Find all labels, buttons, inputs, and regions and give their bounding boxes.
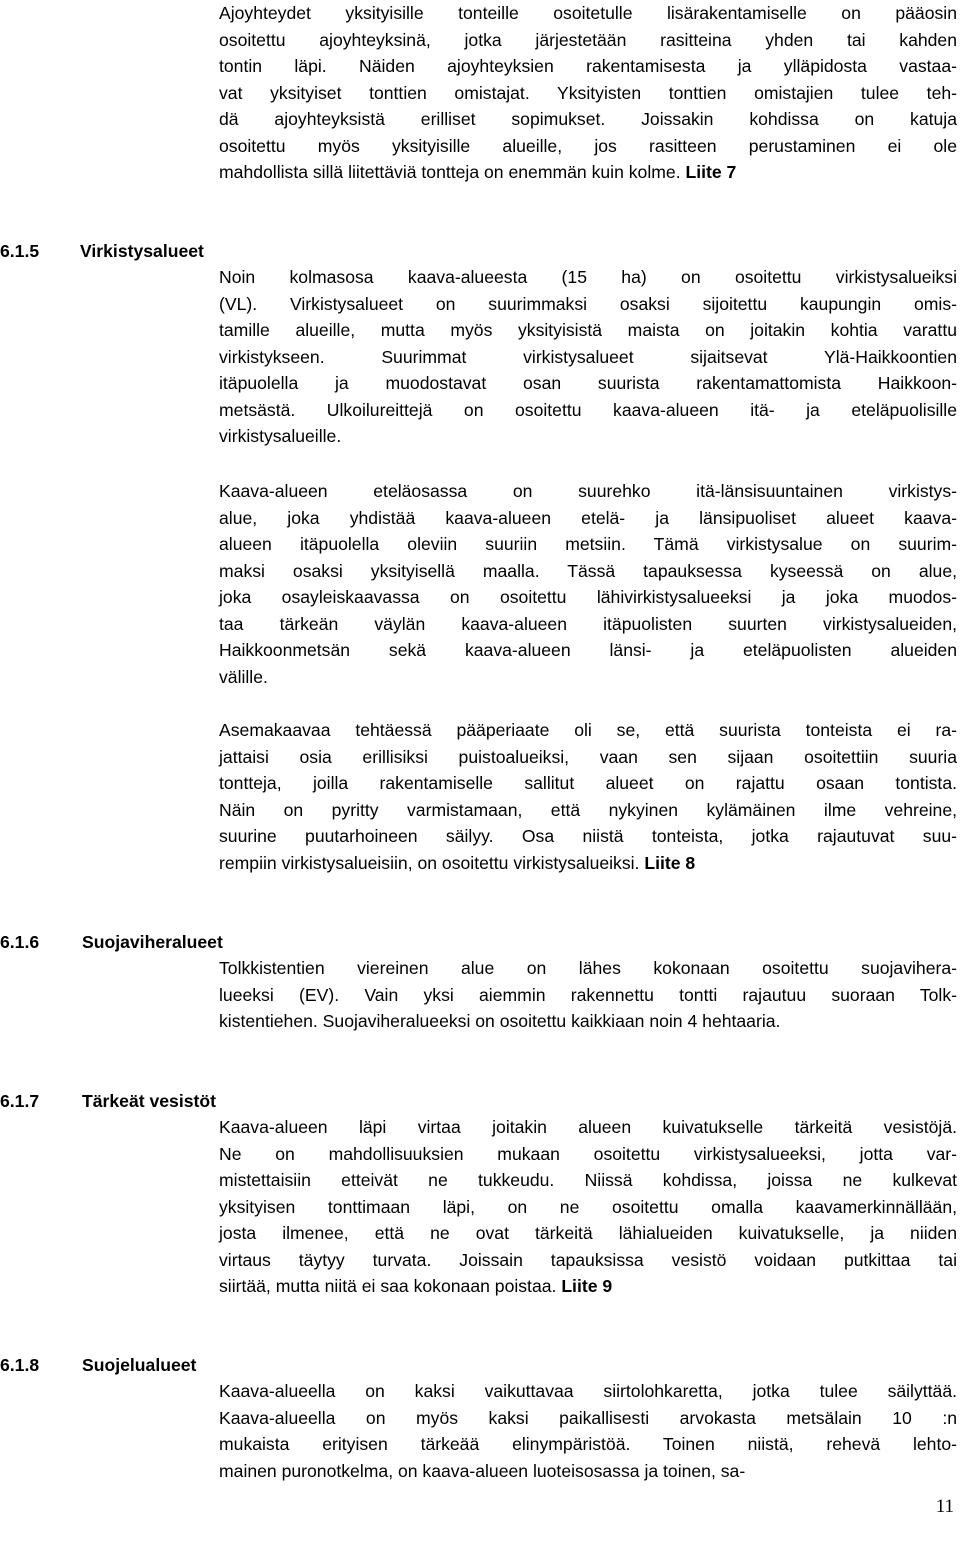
line-text: mahdollista sillä liitettäviä tontteja on enemmän kuin kolme. — [219, 162, 681, 182]
paragraph-line — [219, 611, 957, 638]
appendix-reference: Liite 7 — [685, 162, 737, 182]
line-text: Kaava-alueen läpi virtaa joitakin alueen kuivatukselle tärkeitä vesistöjä. — [219, 1117, 957, 1137]
line-text: Ne on mahdollisuuksien mukaan osoitettu virkistysalueeksi, jotta var- — [219, 1143, 957, 1164]
line-text: alueen itäpuolella oleviin suuriin metsiin. Tämä virkistysalue on suurim- — [219, 534, 957, 554]
paragraph-line — [219, 1008, 957, 1035]
paragraph-line — [219, 423, 957, 450]
paragraph-line — [219, 558, 957, 585]
line-text: joka osayleiskaavassa on osoitettu lähivirkistysalueeksi ja joka muodos- — [219, 587, 957, 607]
paragraph-line — [219, 1405, 957, 1432]
paragraph-line — [219, 264, 957, 291]
section-number: 6.1.5 — [0, 241, 40, 261]
section-number: 6.1.6 — [0, 932, 40, 952]
line-text: mistettaisiin etteivät ne tukkeudu. Niissä kohdissa, joissa ne kulkevat — [219, 1170, 957, 1190]
paragraph-line — [219, 159, 957, 186]
line-text: josta ilmenee, että ne ovat tärkeitä lähialueiden kuivatukselle, ja niiden — [219, 1223, 957, 1243]
paragraph-line — [219, 850, 957, 877]
appendix-reference: Liite 9 — [561, 1276, 613, 1296]
line-text: Haikkoonmetsän sekä kaava-alueen länsi- ja eteläpuolisten alueiden — [219, 640, 957, 660]
line-text: vat yksityiset tonttien omistajat. Yksityisten tonttien omistajien tulee teh- — [219, 82, 957, 103]
section-paragraph — [219, 478, 957, 690]
paragraph-line — [219, 0, 957, 27]
paragraph-line — [219, 1431, 957, 1458]
line-text: maksi osaksi yksityisellä maalla. Tässä tapauksessa kyseessä on alue, — [219, 560, 957, 581]
line-text: mukaista erityisen tärkeää elinympäristöä. Toinen niistä, rehevä lehto- — [219, 1434, 957, 1454]
paragraph-line — [219, 717, 957, 744]
paragraph-line — [219, 531, 957, 558]
paragraph-line — [219, 1194, 957, 1221]
paragraph-line — [219, 664, 957, 691]
paragraph-line — [219, 505, 957, 532]
section-title: Suojelualueet — [82, 1355, 197, 1375]
line-text: lueeksi (EV). Vain yksi aiemmin rakennettu tontti rajautuu suoraan Tolk- — [219, 984, 957, 1005]
line-text: Kaava-alueella on kaksi vaikuttavaa siirtolohkaretta, jotka tulee säilyttää. — [219, 1381, 957, 1401]
section-title: Tärkeät vesistöt — [82, 1091, 216, 1111]
line-text: Näin on pyritty varmistamaan, että nykyinen kylämäinen ilme vehreine, — [219, 799, 957, 820]
line-text: alue, joka yhdistää kaava-alueen etelä- ja länsipuoliset alueet kaava- — [219, 507, 957, 528]
section-paragraph — [219, 1378, 957, 1484]
paragraph-line — [219, 1458, 957, 1485]
paragraph-line — [219, 637, 957, 664]
paragraph-line — [219, 80, 957, 107]
line-text: Noin kolmasosa kaava-alueesta (15 ha) on osoitettu virkistysalueiksi — [219, 267, 957, 287]
paragraph-line — [219, 584, 957, 611]
line-text: (VL). Virkistysalueet on suurimmaksi osaksi sijoitettu kaupungin omis- — [219, 293, 957, 314]
paragraph-line — [219, 133, 957, 160]
line-text: yksityisen tonttimaan läpi, on ne osoitettu omalla kaavamerkinnällään, — [219, 1196, 957, 1217]
line-text: jattaisi osia erillisiksi puistoalueiksi, vaan sen sijaan osoitettiin suuria — [219, 746, 957, 767]
paragraph-line — [219, 397, 957, 424]
line-text: Kaava-alueella on myös kaksi paikallisesti arvokasta metsälain 10 :n — [219, 1407, 957, 1428]
paragraph-line — [219, 478, 957, 505]
line-text: välille. — [219, 666, 268, 687]
paragraph-line — [219, 1114, 957, 1141]
paragraph-line — [219, 1141, 957, 1168]
line-text: virkistykseen. Suurimmat virkistysalueet sijaitsevat Ylä-Haikkoontien — [219, 346, 957, 367]
section-number: 6.1.8 — [0, 1355, 40, 1375]
paragraph-line — [219, 291, 957, 318]
section-paragraph — [219, 1114, 957, 1300]
paragraph-line — [219, 1247, 957, 1274]
paragraph-line — [219, 797, 957, 824]
line-text: osoitettu myös yksityisille alueille, jos rasitteen perustaminen ei ole — [219, 135, 957, 156]
line-text: Kaava-alueen eteläosassa on suurehko itä-länsisuuntainen virkistys- — [219, 481, 957, 501]
paragraph-line — [219, 1220, 957, 1247]
line-text: Ajoyhteydet yksityisille tonteille osoitetulle lisärakentamiselle on pääosin — [219, 3, 957, 23]
paragraph-line — [219, 344, 957, 371]
paragraph-line — [219, 744, 957, 771]
paragraph-line — [219, 823, 957, 850]
line-text: virtaus täytyy turvata. Joissain tapauksissa vesistö voidaan putkittaa tai — [219, 1249, 957, 1270]
section-title: Suojaviheralueet — [82, 932, 223, 952]
line-text: tontteja, joilla rakentamiselle sallitut alueet on rajattu osaan tontista. — [219, 773, 957, 793]
line-text: suurine puutarhoineen säilyy. Osa niistä tonteista, jotka rajautuvat suu- — [219, 826, 957, 846]
line-text: osoitettu ajoyhteyksinä, jotka järjestetään rasitteina yhden tai kahden — [219, 29, 957, 50]
paragraph-line — [219, 955, 957, 982]
paragraph-line — [219, 770, 957, 797]
paragraph-line — [219, 982, 957, 1009]
page-number: 11 — [935, 1496, 954, 1517]
line-text: rempiin virkistysalueisiin, on osoitettu virkistysalueiksi. — [219, 852, 640, 873]
line-text: taa tärkeän väylän kaava-alueen itäpuolisten suurten virkistysalueiden, — [219, 613, 957, 634]
line-text: mainen puronotkelma, on kaava-alueen luoteisosassa ja toinen, sa- — [219, 1460, 746, 1481]
line-text: Asemakaavaa tehtäessä pääperiaate oli se, että suurista tonteista ei ra- — [219, 720, 957, 740]
line-text: kistentiehen. Suojaviheralueeksi on osoitettu kaikkiaan noin 4 hehtaaria. — [219, 1011, 781, 1031]
line-text: tontin läpi. Näiden ajoyhteyksien rakentamisesta ja ylläpidosta vastaa- — [219, 56, 957, 76]
line-text: virkistysalueille. — [219, 426, 342, 446]
paragraph-line — [219, 1273, 957, 1300]
appendix-reference: Liite 8 — [644, 852, 696, 873]
paragraph-line — [219, 370, 957, 397]
line-text: Tolkkistentien viereinen alue on lähes kokonaan osoitettu suojavihera- — [219, 958, 957, 978]
line-text: tamille alueille, mutta myös yksityisistä maista on joitakin kohtia varattu — [219, 320, 957, 340]
line-text: dä ajoyhteyksistä erilliset sopimukset. Joissakin kohdissa on katuja — [219, 109, 957, 129]
line-text: siirtää, mutta niitä ei saa kokonaan poistaa. — [219, 1276, 557, 1296]
section-number: 6.1.7 — [0, 1091, 40, 1111]
intro-paragraph — [219, 0, 957, 186]
line-text: metsästä. Ulkoilureittejä on osoitettu kaava-alueen itä- ja eteläpuolisille — [219, 399, 957, 420]
section-paragraph — [219, 717, 957, 876]
section-title: Virkistysalueet — [80, 241, 204, 261]
paragraph-line — [219, 1167, 957, 1194]
line-text: itäpuolella ja muodostavat osan suurista rakentamattomista Haikkoon- — [219, 373, 957, 393]
paragraph-line — [219, 27, 957, 54]
section-paragraph — [219, 955, 957, 1035]
paragraph-line — [219, 1378, 957, 1405]
paragraph-line — [219, 317, 957, 344]
section-paragraph — [219, 264, 957, 450]
paragraph-line — [219, 106, 957, 133]
paragraph-line — [219, 53, 957, 80]
